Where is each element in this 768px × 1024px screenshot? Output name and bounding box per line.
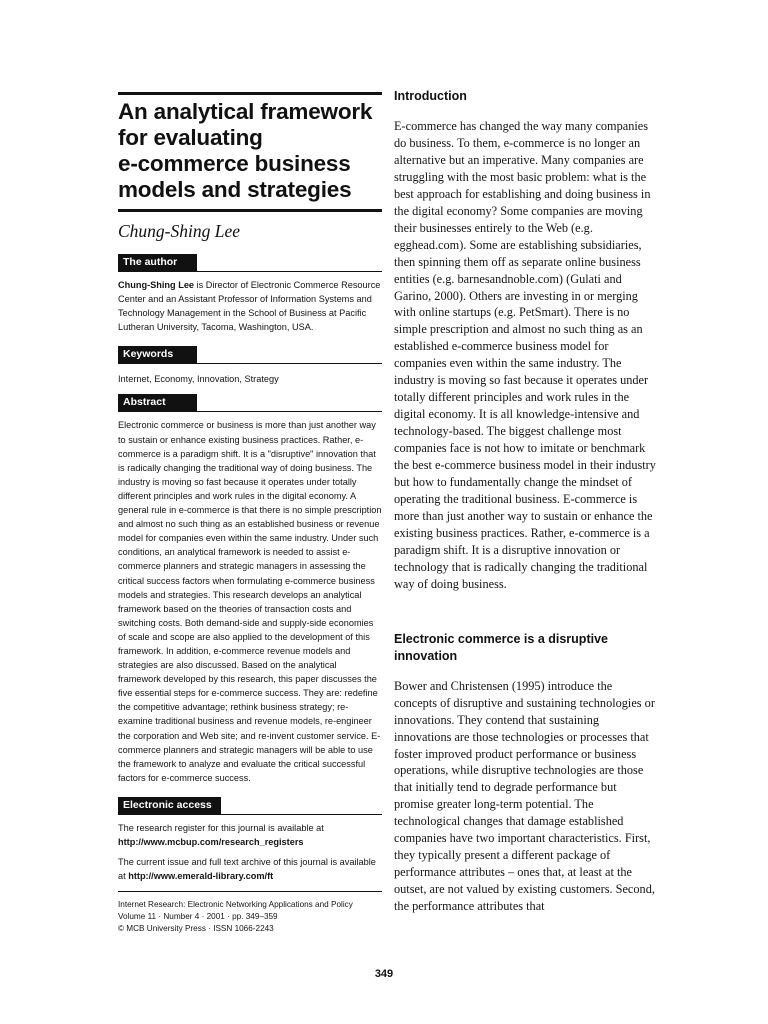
author-bio (118, 278, 382, 334)
access-section-header (118, 797, 382, 815)
abstract-text: Electronic commerce or business is more than just another way to sustain or enhance existing business practices. Rather, e-commerce is a paradigm shift. It is a "disruptive" innovation that is radically changing the traditional way of doing business. The industry is moving so fast because it operates under totally different principles and work rules in the digital economy. A general rule in e-commerce is that there is no simple prescription and almost no such thing as an established business or revenue model for companies even within the same industry. Under such conditions, an analytical framework is needed to assist e-commerce planners and strategic managers in assessing the critical success factors when formulating e-commerce business models and strategies. This research develops an analytical framework based on the theories of transaction costs and switching costs. Both demand-side and supply-side economies of scale and scope are also applied to the development of this framework. In addition, e-commerce revenue models and strategies are also discussed. Based on the analytical framework developed by this research, this paper discusses the five essential steps for e-commerce success. They are: redefine the competitive advantage; rethink business strategy; re-examine traditional business and revenue models, re-engineer the corporation and Web site; and re-invent customer service. E-commerce planners and strategic managers will be able to use the framework to analyze and evaluate the critical successful factors for e-commerce success. (118, 420, 382, 783)
footer-publisher: © MCB University Press · ISSN 1066-2243 (118, 923, 274, 933)
title-line: for evaluating (118, 125, 263, 150)
article-title (118, 99, 382, 203)
author-bio-name: Chung-Shing Lee (118, 280, 195, 290)
author-bio-text: is Director of Electronic Commerce Resource Center and an Assistant Professor of Information Systems and Technology Management in the School of Business at Pacific Lutheran University, Tacoma, Washington, USA. (118, 280, 381, 333)
access-label: Electronic access (118, 797, 221, 814)
title-line: models and strategies (118, 177, 352, 202)
title-line: e-commerce business (118, 151, 351, 176)
access-text-1: The research register for this journal is available at (118, 822, 324, 833)
section2-paragraph: Bower and Christensen (1995) introduce the concepts of disruptive and sustaining technologies or innovations. They contend that sustaining innovations are those technologies or processes that foster improved product performance or business operations, while disruptive technologies are those that initially tend to degrade performance but promise greater long-term potential. The technological changes that damage established companies have two important characteristics. First, they typically present a different package of performance attributes – ones that, at least at the outset, are not valued by existing customers. Second, the performance attributes that (394, 678, 655, 914)
footer-volume: Volume 11 · Number 4 · 2001 · pp. 349–359 (118, 912, 278, 922)
keywords-text: Internet, Economy, Innovation, Strategy (118, 374, 279, 385)
title-bottom-rule (118, 209, 382, 212)
abstract-section-header (118, 394, 382, 412)
author-name: Chung-Shing Lee (118, 221, 241, 241)
author-section-header (118, 254, 382, 272)
front-matter-column (118, 92, 382, 935)
title-top-rule (118, 92, 382, 95)
journal-footer (118, 891, 382, 934)
author-label: The author (118, 254, 197, 271)
body-column (394, 88, 656, 915)
intro-heading: Introduction (394, 89, 467, 103)
footer-journal: Internet Research: Electronic Networking Applications and Policy (118, 900, 353, 910)
title-line: An analytical framework (118, 99, 373, 124)
access-url-1[interactable]: http://www.mcbup.com/research_registers (118, 837, 304, 847)
page-number: 349 (374, 968, 394, 980)
abstract-label: Abstract (118, 394, 197, 411)
keywords-label: Keywords (118, 346, 197, 363)
access-archive-text (118, 855, 382, 883)
intro-paragraph: E-commerce has changed the way many companies do business. To them, e-commerce is no longer an alternative but an imperative. Many companies are struggling with the most basic problem: what is the best approach for establishing and doing business in the digital economy? Some companies are moving their businesses entirely to the Web (e.g. egghead.com). Some are establishing subsidiaries, then spinning them off as separate online business entities (e.g. barnesandnoble.com) (Gulati and Garino, 2000). Others are investing in or merging with online startups (e.g. PetSmart). There is no simple prescription and almost no such thing as an established e-commerce business model for companies even within the same industry. The industry is moving so fast because it operates under totally different principles and work rules in the digital economy. It is all knowledge-intensive and technology-based. The biggest challenge most companies face is not how to imitate or benchmark the best e-commerce business model in their industry but how to fundamentally change the mindset of operating the traditional business. E-commerce is more than just another way to sustain or enhance the existing business practices. Rather, e-commerce is a paradigm shift. It is a disruptive innovation or technology that is radically changing the traditional way of doing business. (394, 119, 656, 591)
access-url-2[interactable]: http://www.emerald-library.com/ft (128, 871, 274, 882)
keywords-section-header (118, 346, 382, 364)
section2-heading: Electronic commerce is a disruptive innovation (394, 631, 608, 663)
access-register-text (118, 821, 382, 849)
access-text-2: The current issue and full text archive of this journal is available at (118, 857, 376, 882)
